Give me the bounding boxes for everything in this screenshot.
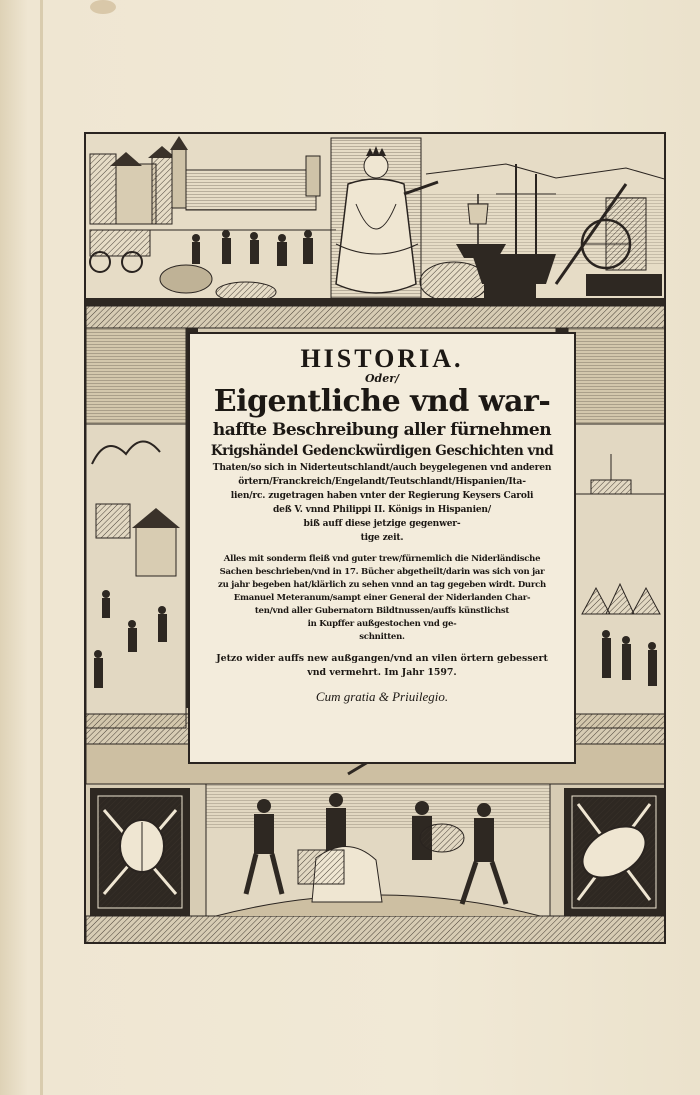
description-line: Alles mit sonderm fleiß vnd guter trew/fürnemlich die Niderländische <box>223 554 541 564</box>
title-cartouche <box>188 332 576 764</box>
engraved-title-plate <box>84 132 666 944</box>
page-title: HISTORIA. <box>300 344 464 373</box>
title-conjunction: Oder/ <box>364 372 400 385</box>
subtitle-line: biß auff diese jetzige gegenwer- <box>303 518 461 529</box>
soldiers-plundering-scene <box>206 762 550 916</box>
page-gutter <box>40 0 43 1095</box>
paper-stain <box>90 0 116 14</box>
subtitle-line: tige zeit. <box>360 532 404 543</box>
subtitle-line: örtern/Franckreich/Engelandt/Teutschlandt/Hispanien/Ita- <box>238 476 526 487</box>
description-line: Sachen beschrieben/vnd in 17. Bücher abgetheilt/darin was sich von jar <box>219 567 545 577</box>
main-title-line: haffte Beschreibung aller fürnehmen <box>212 420 552 440</box>
main-title <box>190 385 574 461</box>
description <box>190 553 574 644</box>
imprint-line: vnd vermehrt. Im Jahr 1597. <box>307 667 457 678</box>
description-line: ten/vnd aller Gubernatorn Bildtnussen/auffs künstlichst <box>254 606 510 616</box>
subtitle-line: lien/rc. zugetragen haben vnter der Regierung Keysers Caroli <box>230 490 534 501</box>
siege-scene-left <box>86 328 198 728</box>
armour-trophy-left <box>90 788 190 916</box>
description-line: schnitten. <box>359 632 405 642</box>
privilege-note: Cum gratia & Priuilegio. <box>315 689 449 704</box>
main-title-line: Krigshändel Gedenckwürdigen Geschichten vnd <box>210 443 554 459</box>
subtitle <box>190 461 574 545</box>
imprint <box>190 652 574 680</box>
shield-trophy-right <box>564 788 664 916</box>
description-line: zu jahr begeben hat/klärlich zu sehen vnnd an tag gegeben wirdt. Durch <box>218 580 546 590</box>
description-line: in Kupffer außgestochen vnd ge- <box>307 619 457 629</box>
description-line: Emanuel Meteranum/sampt einer General der Niderlanden Char- <box>233 593 531 603</box>
main-title-line: Eigentliche vnd war- <box>213 384 551 419</box>
subtitle-line: deß V. vnnd Philippi II. Königs in Hispanien/ <box>273 504 491 515</box>
subtitle-line: Thaten/so sich in Niderteutschlandt/auch beygelegenen vnd anderen <box>212 462 552 473</box>
imprint-line: Jetzo wider auffs new außgangen/vnd an vilen örtern gebessert <box>216 653 548 664</box>
harbor-scene-engraving <box>86 134 666 306</box>
